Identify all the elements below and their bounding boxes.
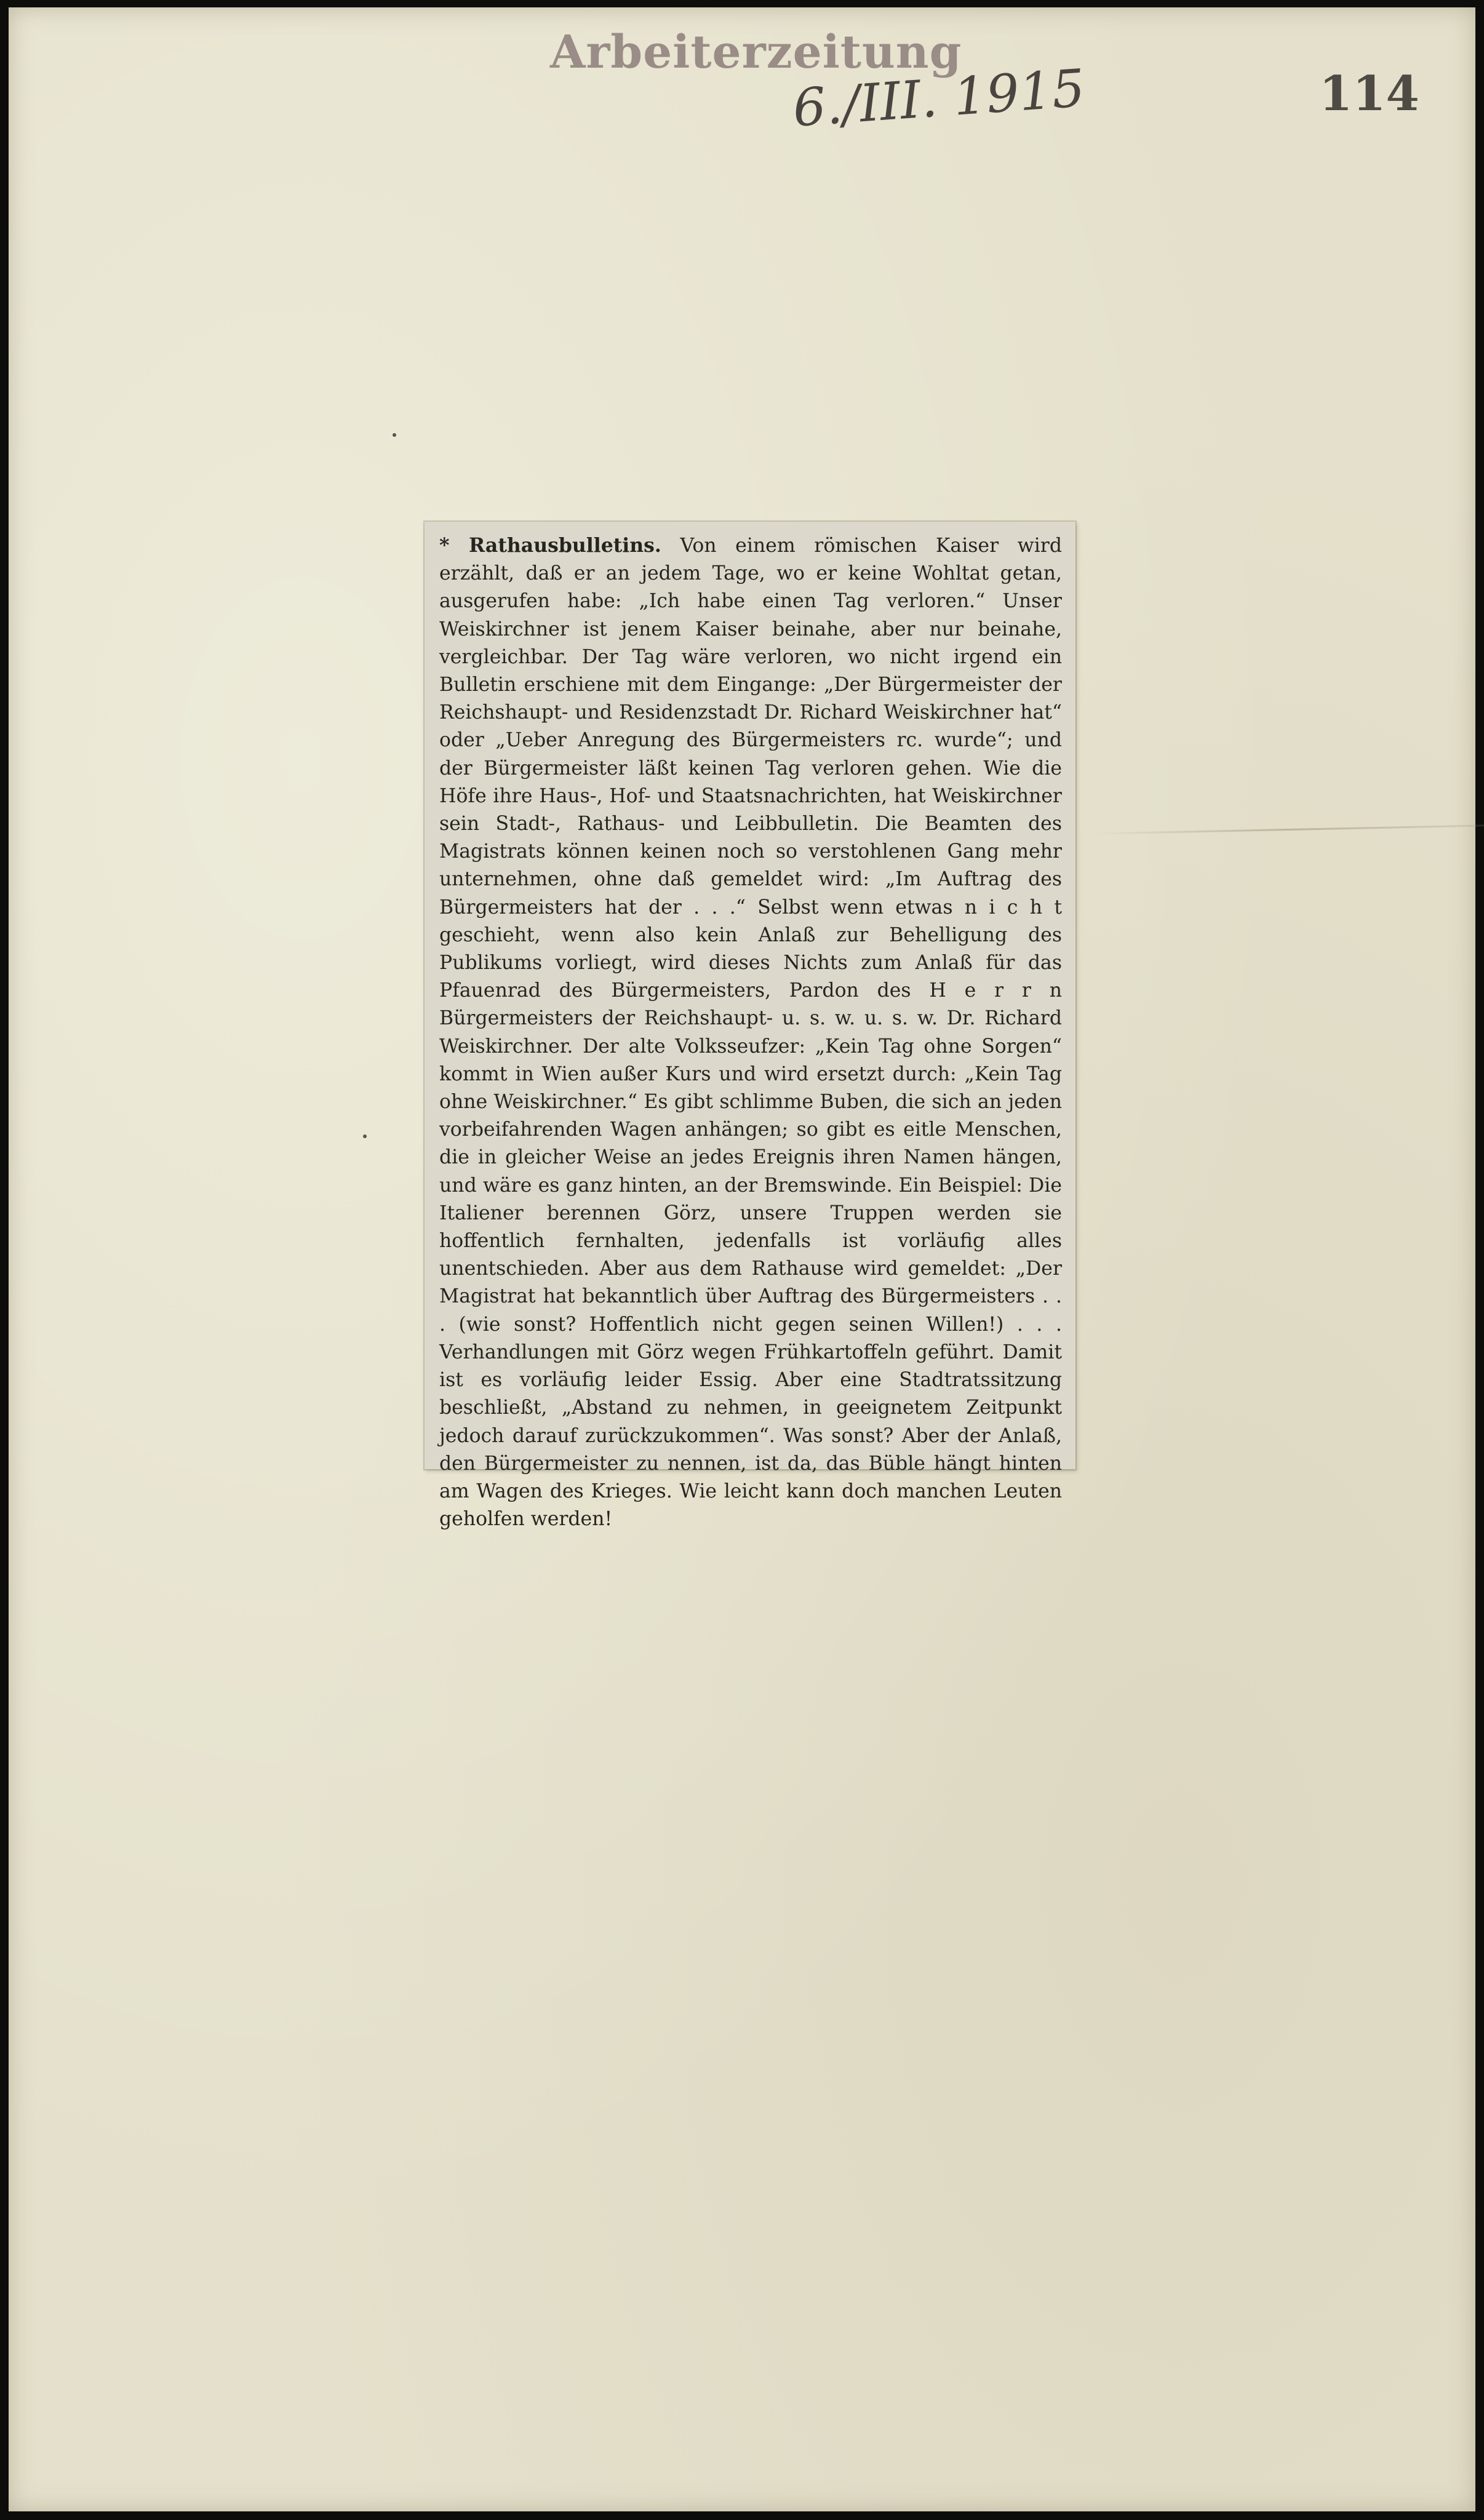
newspaper-stamp: Arbeiterzeitung — [550, 26, 962, 79]
paper-fold-mark — [1091, 824, 1484, 834]
archive-sheet — [9, 7, 1475, 2511]
clipping-heading: * Rathausbulletins. — [439, 534, 661, 557]
paper-speck — [393, 433, 396, 437]
paper-speck — [363, 1134, 367, 1138]
handwritten-date: 6./III. 1915 — [791, 57, 1087, 138]
newspaper-clipping — [425, 522, 1075, 1531]
page-number: 114 — [1319, 66, 1419, 122]
clipping-body: Von einem römischen Kaiser wird erzählt, daß er an jedem Tage, wo er keine Wohltat getan, ausgerufen habe: „Ich habe einen Tag verloren.“ Unser Weiskirchner ist jenem Kaiser beinahe, aber nur beinahe, vergleichbar. Der Tag wäre verloren, wo nicht irgend ein Bulletin erschiene mit dem Eingange: „Der Bürgermeister der Reichshaupt- und Residenzstadt Dr. Richard Weiskirchner hat“ oder „Ueber Anregung des Bürgermeisters rc. wurde“; und der Bürgermeister läßt keinen Tag verloren gehen. Wie die Höfe ihre Haus-, Hof- und Staatsnachrichten, hat Weiskirchner sein Stadt-, Rathaus- und Leibbulletin. Die Beamten des Magistrats können keinen noch so verstohlenen Gang mehr unternehmen, ohne daß gemeldet wird: „Im Auftrag des Bürgermeisters hat der . . .“ Selbst wenn etwas n i c h t geschieht, wenn also kein Anlaß zur Behelligung des Publikums vorliegt, wird dieses Nichts zum Anlaß für das Pfauenrad des Bürgermeisters, Pardon des H e r r n Bürgermeisters der Reichshaupt- u. s. w. u. s. w. Dr. Richard Weiskirchner. Der alte Volksseufzer: „Kein Tag ohne Sorgen“ kommt in Wien außer Kurs und wird ersetzt durch: „Kein Tag ohne Weiskirchner.“ Es gibt schlimme Buben, die sich an jeden vorbeifahrenden Wagen anhängen; so gibt es eitle Menschen, die in gleicher Weise an jedes Ereignis ihren Namen hängen, und wäre es ganz hinten, an der Bremswinde. Ein Beispiel: Die Italiener berennen Görz, unsere Truppen werden sie hoffentlich fernhalten, jedenfalls ist vorläufig alles unentschieden. Aber aus dem Rathause wird gemeldet: „Der Magistrat hat bekanntlich über Auftrag des Bürgermeisters . . . (wie sonst? Hoffentlich nicht gegen seinen Willen!) . . . Verhandlungen mit Görz wegen Frühkartoffeln geführt. Damit ist es vorläufig leider Essig. Aber eine Stadtratssitzung beschließt, „Abstand zu nehmen, in geeignetem Zeitpunkt jedoch darauf zurückzukommen“. Was sonst? Aber der Anlaß, den Bürgermeister zu nennen, ist da, das Büble hängt hinten am Wagen des Krieges. Wie leicht kann doch manchen Leuten geholfen werden! — [439, 535, 1062, 1531]
clipping-text — [439, 532, 1062, 1533]
